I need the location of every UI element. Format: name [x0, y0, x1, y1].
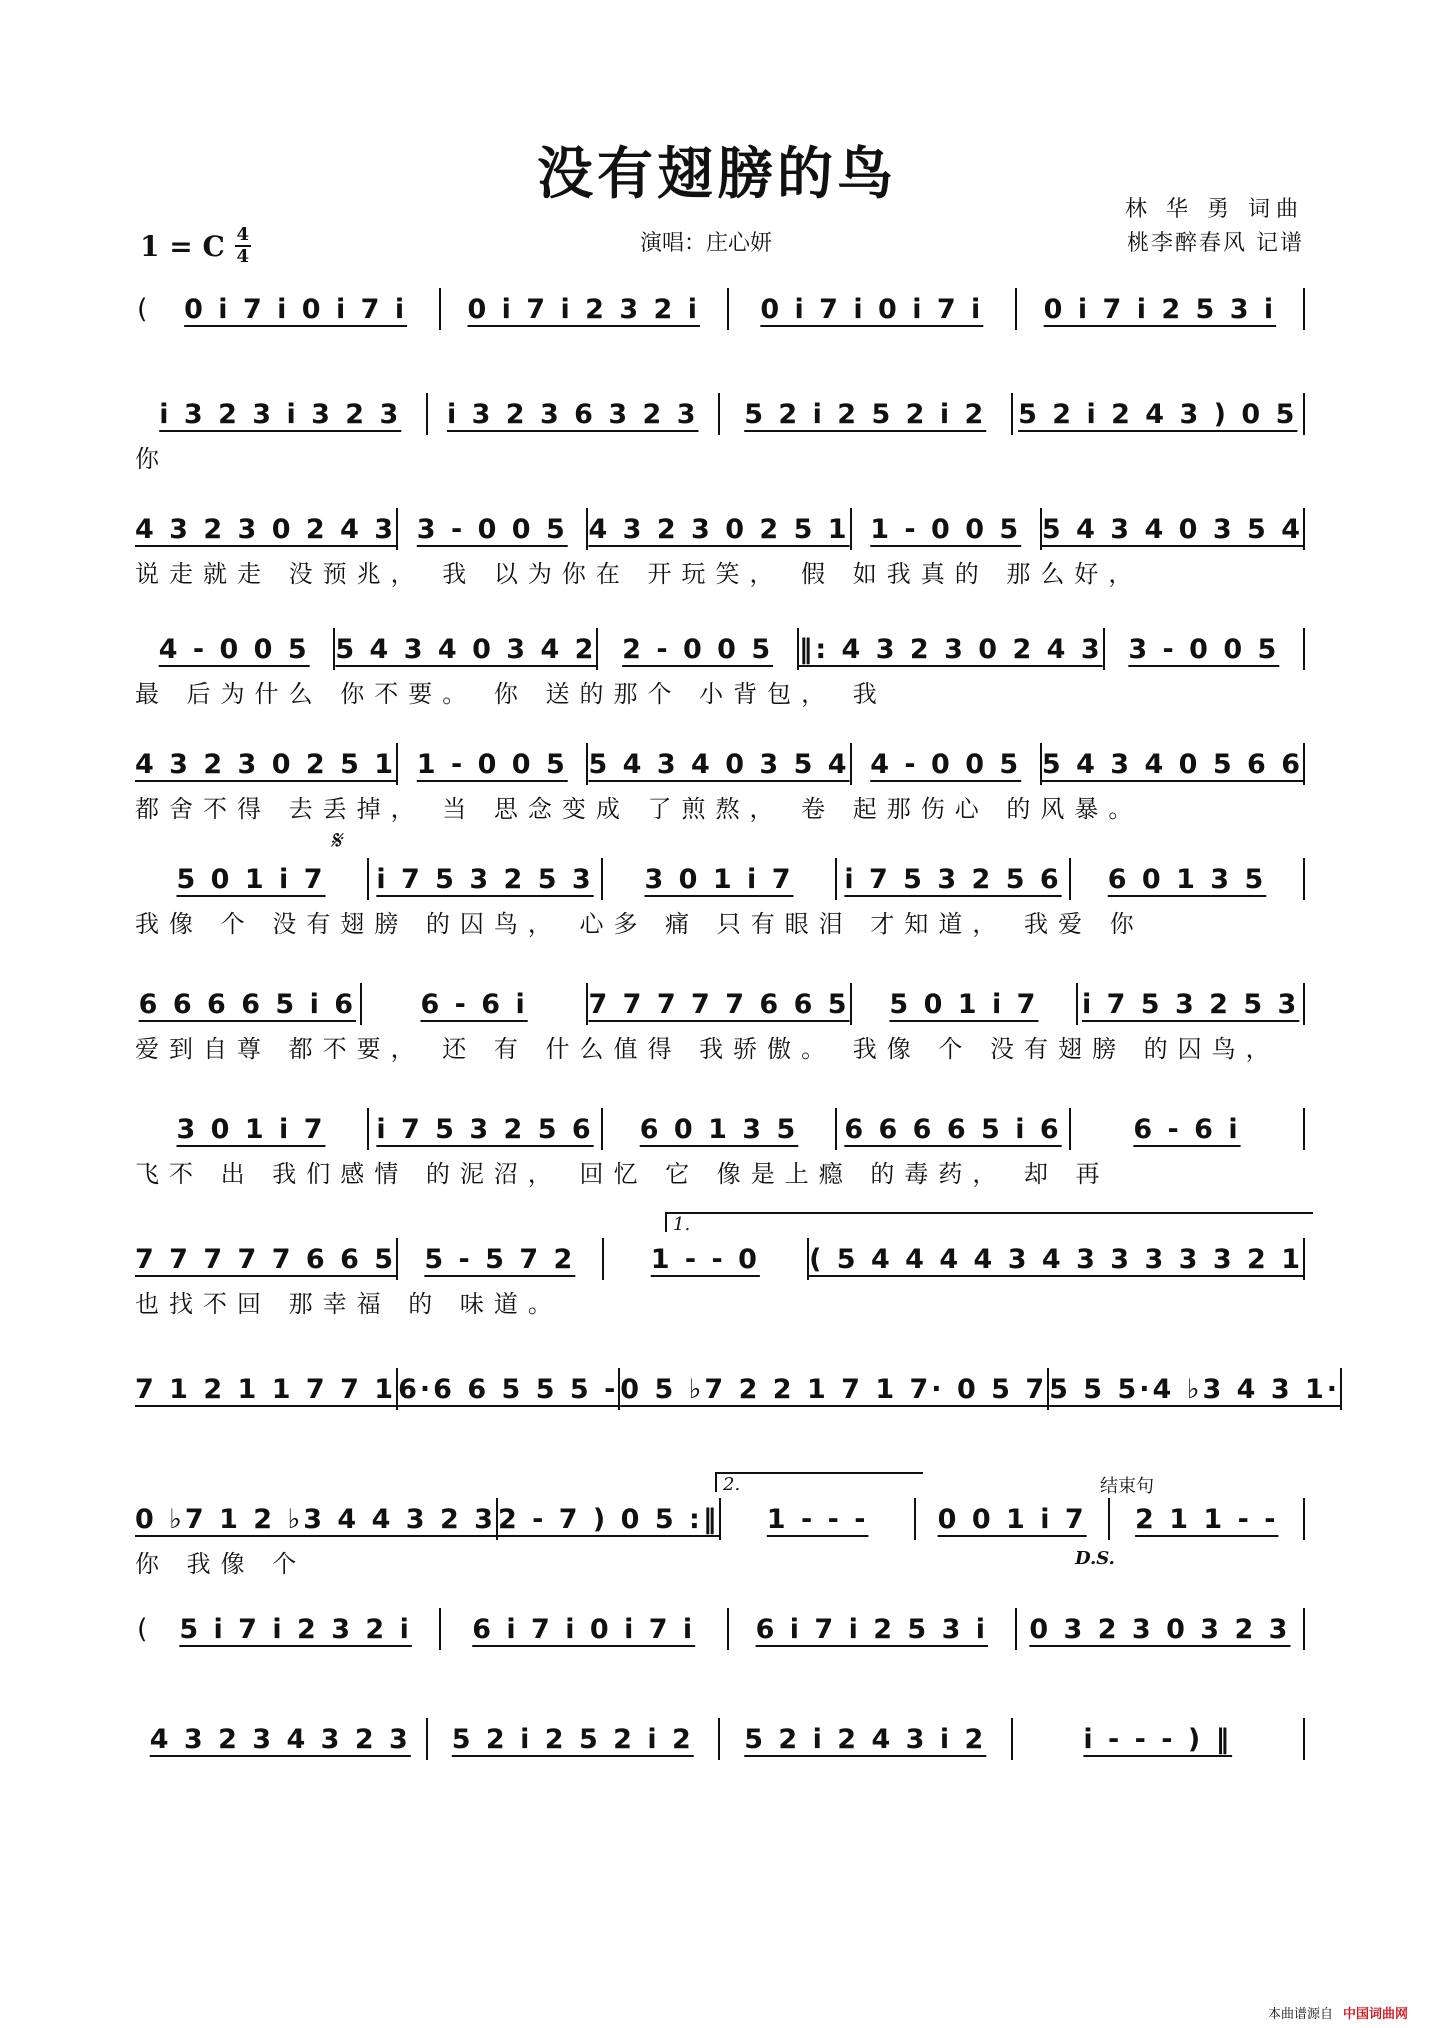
measure: i 7 5 3 2 5 6	[844, 863, 1062, 895]
barline	[1340, 1368, 1342, 1410]
notation-row	[135, 1720, 1305, 1759]
measure: 6 i 7 i 0 i 7 i	[472, 1613, 696, 1645]
measure: 6 - 6 i	[420, 988, 528, 1020]
measure: 1 - - -	[766, 1503, 869, 1535]
measure: 7 7 7 7 7 6 6 5	[588, 988, 850, 1020]
segno-mark: 𝄋	[330, 826, 342, 856]
notation-row	[135, 290, 1305, 329]
open-paren: (	[137, 293, 151, 325]
lyrics-line: 爱到自尊 都不要， 还 有 什么值得 我骄傲。 我像 个 没有翅膀 的囚鸟，	[135, 1035, 1280, 1063]
barline	[1303, 393, 1305, 435]
volta-bracket: 1.	[665, 1212, 1313, 1232]
measure: 3 0 1 i 7	[176, 1113, 326, 1145]
notation-row	[135, 510, 1305, 549]
measure: 6·6 6 5 5 5 -	[398, 1373, 619, 1405]
measure: 5 2 i 2 5 2 i 2	[744, 398, 987, 430]
lyrics-line	[135, 337, 1305, 371]
lyrics-line: 说走就走 没预兆， 我 以为你在 开玩笑， 假 如我真的 那么好，	[135, 560, 1143, 588]
lyrics-line: 我像 个 没有翅膀 的囚鸟， 心多 痛 只有眼泪 才知道， 我爱 你	[135, 910, 1144, 938]
measure: 5 i 7 i 2 3 2 i	[179, 1613, 412, 1645]
measure: 0 0 1 i 7	[937, 1503, 1087, 1535]
measure: 1 - 0 0 5	[416, 748, 568, 780]
measure: 5 - 5 7 2	[424, 1243, 576, 1275]
measure: 2 1 1 - -	[1135, 1503, 1279, 1535]
lyrics-line: 你	[135, 445, 169, 473]
measure: 3 - 0 0 5	[416, 513, 568, 545]
measure: 5 2 i 2 4 3 i 2	[744, 1723, 987, 1755]
measure: 3 - 0 0 5	[1128, 633, 1280, 665]
measure: 4 - 0 0 5	[158, 633, 310, 665]
score-system	[135, 290, 1305, 371]
measure: i 7 5 3 2 5 3	[1081, 988, 1300, 1020]
barline	[1303, 1608, 1305, 1650]
lyrics-line: 你 我像 个	[135, 1550, 307, 1578]
measure: ( 5 4 4 4 4 3 4 3 3 3 3 3 2 1	[809, 1243, 1304, 1275]
key-tonic: 1 = C	[140, 229, 225, 263]
measure: 2 - 7 ) 0 5 :‖	[497, 1503, 720, 1535]
score-system	[135, 1474, 1305, 1581]
measure: 5 4 3 4 0 3 5 4	[588, 748, 850, 780]
measure: 5 2 i 2 5 2 i 2	[451, 1723, 694, 1755]
measure: 7 7 7 7 7 6 6 5	[135, 1243, 397, 1275]
measure: 3 0 1 i 7	[644, 863, 794, 895]
volta-bracket: 2.	[715, 1472, 923, 1492]
measure: 6 0 1 3 5	[639, 1113, 799, 1145]
footer-brand: 中国词曲网	[1342, 2007, 1408, 2022]
lyricist-composer-credit: 林 华 勇 词曲	[1125, 197, 1304, 222]
measure: 2 - 0 0 5	[622, 633, 774, 665]
score-system	[135, 1370, 1341, 1451]
measure: i 7 5 3 2 5 3	[376, 863, 594, 895]
barline	[1303, 1238, 1305, 1280]
notation-row	[135, 1500, 1305, 1539]
notation-row	[135, 985, 1305, 1024]
footer-source: 本曲谱源自	[1267, 2007, 1333, 2022]
barline	[1303, 983, 1305, 1025]
measure: i 7 5 3 2 5 6	[376, 1113, 594, 1145]
notation-row	[135, 1370, 1341, 1409]
measure: 5 0 1 i 7	[889, 988, 1039, 1020]
open-paren: (	[137, 1613, 151, 1645]
score-system	[135, 826, 1305, 941]
score-system	[135, 985, 1305, 1066]
measure: 1 - 0 0 5	[870, 513, 1022, 545]
score-system	[135, 1110, 1305, 1191]
lyrics-line	[135, 1417, 1305, 1451]
measure: 0 5 ♭7 2 2 1 7 1 7· 0 5 7	[620, 1373, 1048, 1405]
score-system	[135, 630, 1305, 711]
song-title: 没有翅膀的鸟	[537, 141, 897, 207]
barline	[1303, 628, 1305, 670]
score-system	[135, 395, 1305, 476]
notation-row	[135, 1110, 1305, 1149]
measure: 4 3 2 3 0 2 5 1	[588, 513, 850, 545]
measure: i 3 2 3 i 3 2 3	[159, 398, 402, 430]
lyrics-line	[135, 1767, 1305, 1801]
footer	[1268, 2003, 1408, 2022]
lyrics-line	[135, 1657, 1305, 1691]
measure: 5 4 3 4 0 3 4 2	[335, 633, 597, 665]
notation-row	[135, 1240, 1305, 1279]
ds-mark: D.S.	[1075, 1548, 1115, 1569]
measure: ‖: 4 3 2 3 0 2 4 3	[798, 633, 1103, 665]
measure: i - - - ) ‖	[1083, 1723, 1233, 1755]
barline	[1303, 1498, 1305, 1540]
barline	[1303, 858, 1305, 900]
meter-bottom: 4	[236, 246, 249, 267]
lyrics-line: 最 后为什么 你不要。 你 送的那个 小背包， 我	[135, 680, 887, 708]
measure: 4 3 2 3 4 3 2 3	[149, 1723, 411, 1755]
notation-row	[135, 745, 1305, 784]
barline	[1303, 1108, 1305, 1150]
measure: 4 3 2 3 0 2 4 3	[135, 513, 397, 545]
measure: 5 5 5·4 ♭3 4 3 1·	[1049, 1373, 1341, 1405]
measure: 4 3 2 3 0 2 5 1	[135, 748, 397, 780]
measure: 5 4 3 4 0 5 6 6	[1041, 748, 1303, 780]
measure: 6 - 6 i	[1133, 1113, 1241, 1145]
measure: 0 i 7 i 2 3 2 i	[467, 293, 700, 325]
notation-row	[135, 395, 1305, 434]
score-system	[135, 1214, 1305, 1321]
measure: 6 i 7 i 2 5 3 i	[755, 1613, 989, 1645]
key-signature	[140, 226, 251, 266]
notation-row	[135, 1610, 1305, 1649]
measure: 0 i 7 i 2 5 3 i	[1043, 293, 1277, 325]
ending-label: 结束句	[1100, 1476, 1154, 1497]
barline	[1303, 508, 1305, 550]
measure: i 3 2 3 6 3 2 3	[446, 398, 699, 430]
score-system	[135, 1720, 1305, 1801]
measure: 4 - 0 0 5	[870, 748, 1022, 780]
measure: 0 ♭7 1 2 ♭3 4 4 3 2 3	[135, 1503, 496, 1535]
measure: 6 0 1 3 5	[1107, 863, 1267, 895]
measure: 1 - - 0	[650, 1243, 760, 1275]
singer-credit: 演唱：庄心妍	[640, 231, 773, 256]
measure: 5 4 3 4 0 3 5 4	[1041, 513, 1303, 545]
measure: 5 2 i 2 4 3 ) 0 5	[1018, 398, 1298, 430]
measure: 6 6 6 6 5 i 6	[844, 1113, 1062, 1145]
measure: 0 i 7 i 0 i 7 i	[760, 293, 984, 325]
score-system	[135, 1610, 1305, 1691]
score-system	[135, 510, 1305, 591]
notation-row	[135, 630, 1305, 669]
barline	[1303, 743, 1305, 785]
score-system	[135, 745, 1305, 826]
measure: 6 6 6 6 5 i 6	[138, 988, 357, 1020]
measure: 5 0 1 i 7	[176, 863, 326, 895]
barline	[1303, 1718, 1305, 1760]
barline	[1303, 288, 1305, 330]
meter-top: 4	[236, 224, 249, 245]
transcriber-credit: 桃李醉春风 记谱	[1127, 231, 1304, 256]
measure: 7 1 2 1 1 7 7 1	[135, 1373, 397, 1405]
lyrics-line: 飞不 出 我们感情 的泥沼， 回忆 它 像是上瘾 的毒药， 却 再	[135, 1160, 1110, 1188]
lyrics-line: 也找不回 那幸福 的 味道。	[135, 1290, 562, 1318]
time-signature	[235, 226, 251, 266]
lyrics-line: 都舍不得 去丢掉， 当 思念变成 了煎熬， 卷 起那伤心 的风暴。	[135, 795, 1143, 823]
notation-row	[135, 860, 1305, 899]
measure: 0 i 7 i 0 i 7 i	[184, 293, 408, 325]
measure: 0 3 2 3 0 3 2 3	[1029, 1613, 1291, 1645]
